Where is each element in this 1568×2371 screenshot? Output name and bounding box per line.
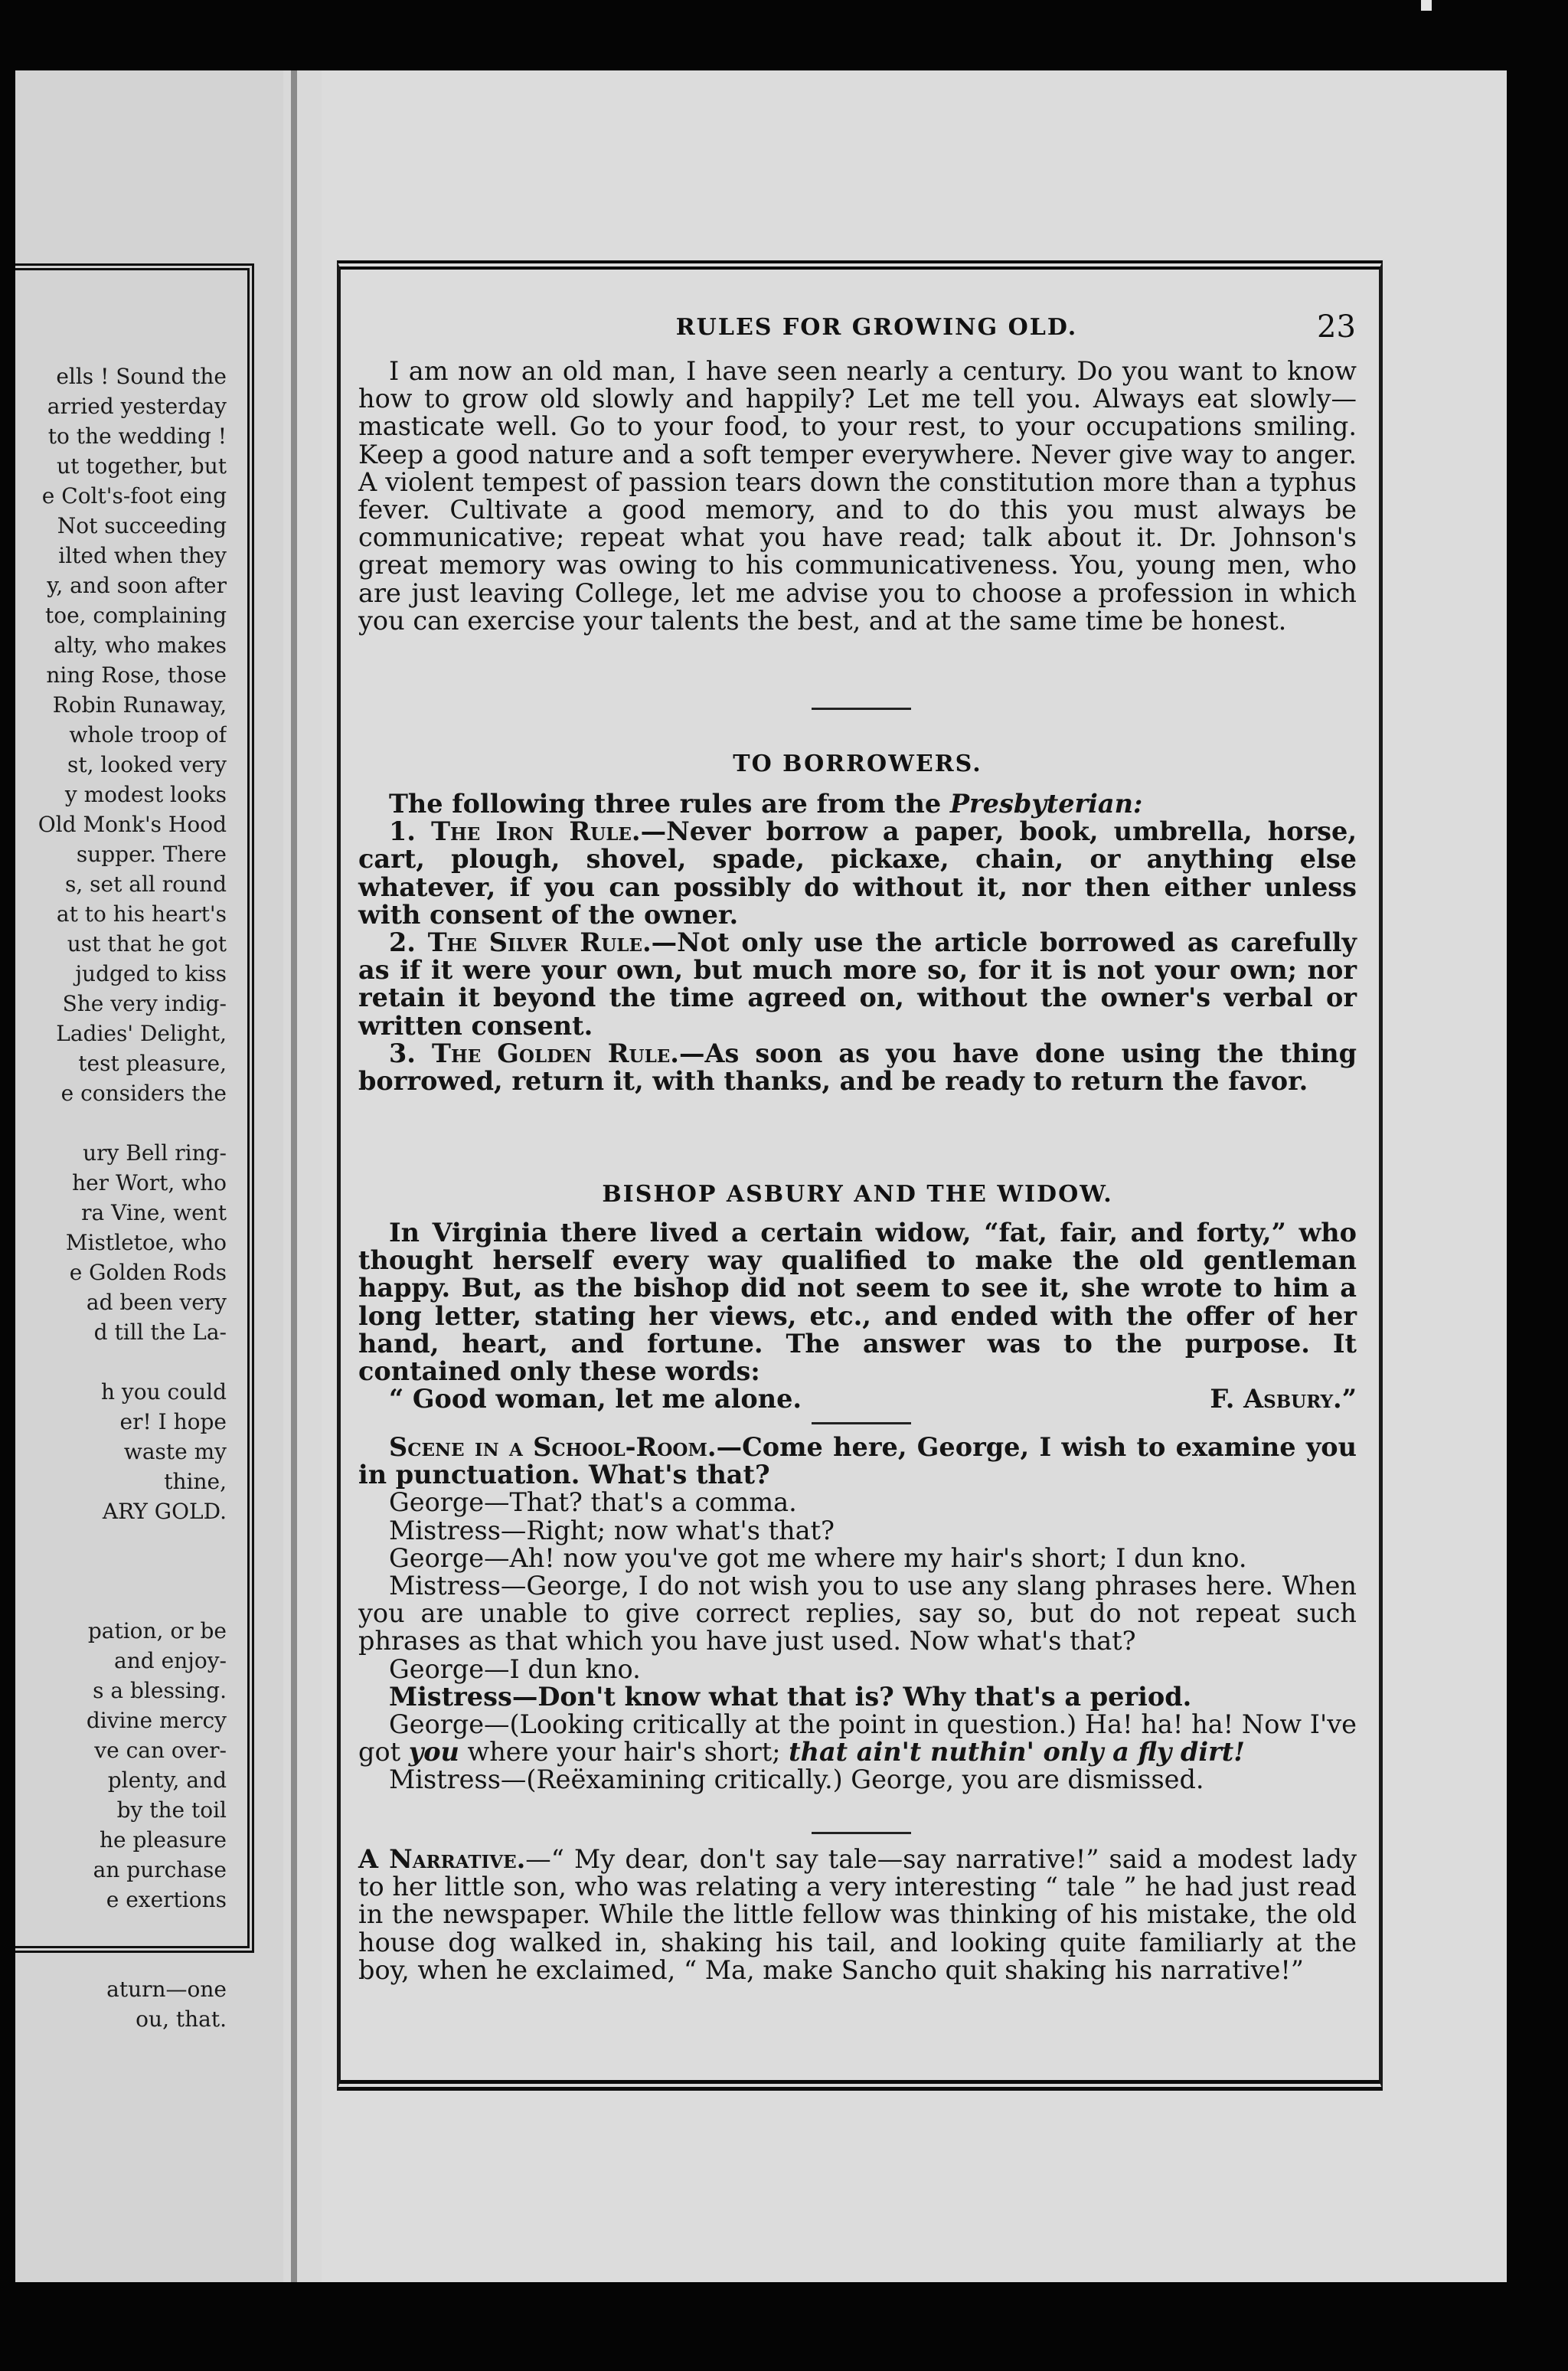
left-page-line: ning Rose, those	[46, 662, 227, 688]
school-room-line	[358, 1711, 1357, 1766]
left-page-line: ut together, but	[57, 453, 227, 479]
iron-rule-label: 1. The Iron Rule.	[389, 816, 641, 847]
to-borrowers-intro	[358, 790, 1357, 818]
left-page-line: pation, or be	[87, 1618, 227, 1643]
left-page-line: Ladies' Delight,	[56, 1021, 227, 1046]
bishop-asbury-quote: “ Good woman, let me alone.	[389, 1384, 802, 1414]
left-page-line: at to his heart's	[56, 901, 227, 927]
left-page-text-column	[15, 361, 227, 2034]
left-page-line: e considers the	[60, 1081, 227, 1106]
school-room-opening-text: —Come here, George, I wish to examine you in punctuation. What's that?	[358, 1432, 1357, 1490]
bishop-asbury-text: In Virginia there lived a certain widow, “fat, fair, and forty,” who thought herself every way qualified to make the old gentleman happy. But, as the bishop did not seem to see it, she wrote to him a long letter, stating her views, etc., and ended with the offer of her hand, heart, and fortune. The answer was to the purpose. It contained only these words:	[358, 1218, 1357, 1387]
page-23	[322, 70, 1507, 2282]
left-page-line: her Wort, who	[72, 1170, 227, 1195]
left-page-line: plenty, and	[107, 1768, 227, 1793]
left-page-line: ilted when they	[58, 543, 227, 568]
left-page-line	[15, 1526, 227, 1556]
scan-border-right	[1507, 0, 1568, 2371]
left-page-line: by the toil	[116, 1797, 227, 1823]
left-page-line: She very indig-	[62, 991, 227, 1016]
left-page-line: er! I hope	[119, 1409, 227, 1434]
left-page-line: arried yesterday	[47, 394, 227, 419]
left-page-line: waste my	[123, 1439, 227, 1464]
left-page-line: supper. There	[76, 842, 227, 867]
left-page-line: Not succeeding	[57, 513, 227, 538]
left-page-line: ra Vine, went	[81, 1200, 227, 1225]
left-page-line: ells ! Sound the	[56, 364, 227, 389]
school-room-line: Mistress—Right; now what's that?	[389, 1515, 835, 1545]
to-borrowers-intro-lead: The following three rules are from the	[389, 789, 950, 819]
bishop-asbury-reply	[358, 1385, 1357, 1413]
left-page-line	[15, 1108, 227, 1138]
narrative-article	[358, 1846, 1357, 1984]
bishop-asbury-heading: BISHOP ASBURY AND THE WIDOW.	[602, 1181, 1113, 1208]
scan-corner-mark	[1421, 0, 1432, 11]
school-room-line: Mistress—George, I do not wish you to use any slang phrases here. When you are unable to give correct replies, say so, but do not repeat such phrases as that which you have just used. Now what's that?	[358, 1571, 1357, 1656]
left-page-line	[15, 1347, 227, 1377]
left-page-line: s a blessing.	[93, 1678, 227, 1703]
left-page-line: toe, complaining	[44, 603, 227, 628]
book-gutter	[283, 70, 322, 2282]
left-page-line: e Colt's-foot eing	[41, 483, 227, 509]
narrative-paragraph	[358, 1846, 1357, 1984]
school-room-line: George—That? that's a comma.	[389, 1487, 797, 1518]
school-room-opening	[358, 1434, 1357, 1489]
left-page-line: thine,	[164, 1469, 227, 1494]
left-page-line	[15, 1556, 227, 1586]
left-page-line: Old Monk's Hood	[38, 812, 227, 837]
school-room-line: George—Ah! now you've got me where my hair's short; I dun kno.	[389, 1542, 1247, 1573]
golden-rule-label: 3. The Golden Rule.	[389, 1038, 679, 1068]
scan-border-left	[0, 0, 15, 2371]
left-page-line	[15, 1915, 227, 1944]
school-room-article	[358, 1434, 1357, 1794]
left-page-line	[15, 1944, 227, 1974]
silver-rule-text: —Not only use the article borrowed as carefully as if it were your own, but much more so, for it is not your own; nor retain it beyond the time agreed on, without the owner's verbal or written consent.	[358, 927, 1357, 1041]
left-page-line: test pleasure,	[78, 1051, 227, 1076]
section-divider	[812, 1422, 911, 1424]
left-page-line: ury Bell ring-	[83, 1140, 227, 1166]
left-page-line: to the wedding !	[47, 424, 227, 449]
left-page-line: s, set all round	[65, 872, 227, 897]
school-room-line: George—I dun kno.	[389, 1653, 641, 1684]
scan-border-top	[0, 0, 1568, 70]
left-page-line: and enjoy-	[114, 1648, 227, 1673]
golden-rule-text: —As soon as you have done using the thing borrowed, return it, with thanks, and be ready to return the favor.	[358, 1038, 1357, 1097]
left-page-line: y, and soon after	[47, 573, 227, 598]
iron-rule-text: —Never borrow a paper, book, umbrella, horse, cart, plough, shovel, spade, pickaxe, chain, or anything else whatever, if you can possibly do without it, nor then either unless with consent of the owner.	[358, 816, 1357, 930]
section-divider	[812, 1832, 911, 1834]
left-page-line: alty, who makes	[54, 633, 227, 658]
left-page-line: he pleasure	[99, 1827, 227, 1853]
left-page-line: ust that he got	[67, 931, 227, 957]
left-page-line: judged to kiss	[75, 961, 227, 986]
left-page-line: h you could	[101, 1379, 227, 1405]
to-borrowers-heading: TO BORROWERS.	[733, 751, 982, 777]
left-page-line: ve can over-	[94, 1738, 227, 1763]
to-borrowers-article	[358, 790, 1357, 1095]
left-page-line: y modest looks	[64, 782, 227, 807]
left-page-line: st, looked very	[67, 752, 227, 777]
section-divider	[812, 708, 911, 710]
iron-rule	[358, 818, 1357, 929]
narrative-text: —“ My dear, don't say tale—say narrative!” said a modest lady to her little son, who was relating a very interesting “ tale ” he had just read in the newspaper. While the little fellow was thinking of his mistake, the old house dog walked in, shaking his tail, and looking quite familiarly at the boy, when he exclaimed, “ Ma, make Sancho quit shaking his narrative!”	[358, 1844, 1357, 1985]
school-room-line7-end: that ain't nuthin' only a fly dirt!	[789, 1737, 1245, 1768]
left-page-line: e Golden Rods	[69, 1260, 227, 1285]
page-number: 23	[1317, 309, 1356, 345]
left-page-line: Robin Runaway,	[52, 692, 227, 718]
rules-for-growing-old-article	[358, 358, 1357, 635]
left-page-line: whole troop of	[69, 722, 227, 747]
school-room-line: Mistress—Don't know what that is? Why that's a period.	[389, 1681, 1192, 1712]
school-room-line7-you: you	[408, 1737, 459, 1768]
school-room-line: Mistress—(Reëxamining critically.) George, you are dismissed.	[389, 1764, 1204, 1795]
silver-rule	[358, 929, 1357, 1040]
gutter-shadow	[291, 70, 297, 2282]
running-head: RULES FOR GROWING OLD.	[675, 314, 1078, 341]
left-page-line: ARY GOLD.	[102, 1499, 227, 1524]
bishop-asbury-signature: F. Asbury.”	[1210, 1384, 1357, 1414]
narrative-label: A Narrative.	[358, 1844, 526, 1874]
to-borrowers-intro-source: Presbyterian:	[949, 789, 1143, 819]
golden-rule	[358, 1040, 1357, 1095]
school-room-line7-mid: where your hair's short;	[459, 1737, 789, 1768]
left-page-line	[15, 1586, 227, 1616]
left-page-line: divine mercy	[86, 1708, 227, 1733]
left-page-line: d till the La-	[93, 1320, 227, 1345]
school-room-line7-lead: George—(Looking critically at the point in question.) Ha! ha! ha! Now I've got	[358, 1709, 1357, 1768]
left-page-line: e exertions	[106, 1887, 227, 1912]
left-page-line: Mistletoe, who	[65, 1230, 227, 1255]
left-page-line: ou, that.	[136, 2006, 227, 2032]
left-page-line: aturn—one	[106, 1977, 227, 2002]
left-facing-page	[15, 70, 283, 2282]
scan-border-bottom	[0, 2282, 1568, 2371]
left-page-line: an purchase	[93, 1857, 227, 1882]
rules-for-growing-old-text: I am now an old man, I have seen nearly a century. Do you want to know how to grow old slowly and happily? Let me tell you. Always eat slowly—masticate well. Go to your food, to your rest, to your occupations smiling. Keep a good nature and a soft temper everywhere. Never give way to anger. A violent tempest of passion tears down the constitution more than a typhus fever. Cultivate a good memory, and to do this you must always be communicative; repeat what you have read; talk about it. Dr. Johnson's great memory was owing to his communicativeness. You, young men, who are just leaving College, let me advise you to choose a profession in which you can exercise your talents the best, and at the same time be honest.	[358, 356, 1357, 636]
school-room-label: Scene in a School-Room.	[389, 1432, 717, 1462]
bishop-asbury-article	[358, 1219, 1357, 1413]
left-page-line: ad been very	[86, 1290, 227, 1315]
silver-rule-label: 2. The Silver Rule.	[389, 927, 652, 958]
